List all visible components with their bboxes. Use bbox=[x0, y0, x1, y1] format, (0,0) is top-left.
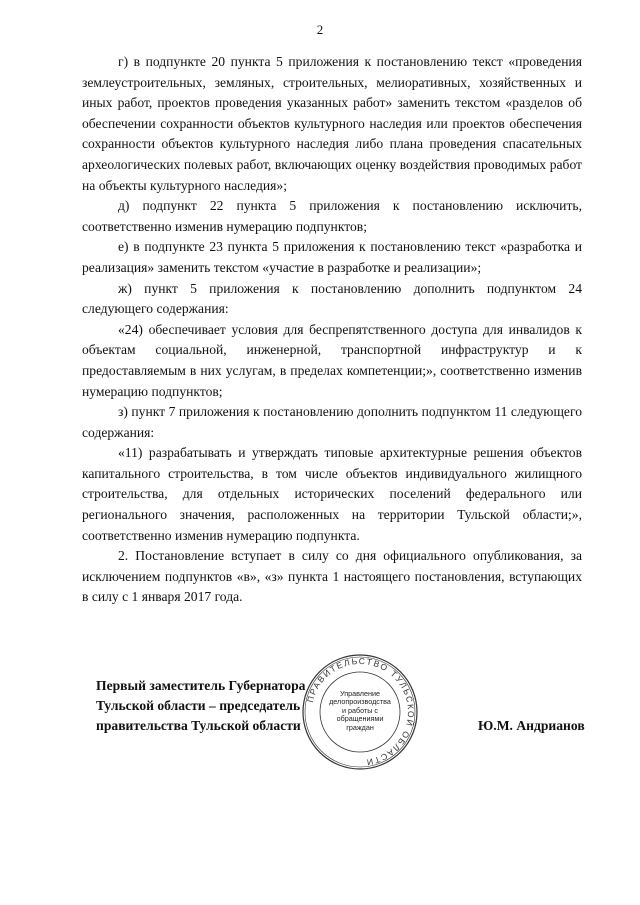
stamp-inner-text: Управление делопроизводства и работы с обращениями граждан bbox=[329, 689, 391, 732]
signatory-name: Ю.М. Андрианов bbox=[478, 718, 585, 733]
page-number: 2 bbox=[316, 22, 324, 37]
paragraph-z: з) пункт 7 приложения к постановлению дополнить подпунктом 11 следующего содержания: bbox=[82, 404, 582, 440]
paragraph-e: е) в подпункте 23 пункта 5 приложения к постановлению текст «разработка и реализация» заменить текстом «участие в разработке и реализации»; bbox=[82, 239, 582, 275]
stamp-ring-text: ПРАВИТЕЛЬСТВО ТУЛЬСКОЙ ОБЛАСТИ bbox=[304, 655, 417, 768]
document-body bbox=[82, 52, 582, 608]
paragraph-z-quote: «11) разрабатывать и утверждать типовые архитектурные решения объектов капитального строительства, в том числе объектов индивидуального жилищного строительства, для отдельных исторических поселений федерального или регионального значения, расположенных на территории Тульской области;», соответственно изменив нумерацию подпункта. bbox=[82, 445, 582, 543]
paragraph-d: д) подпункт 22 пункта 5 приложения к постановлению исключить, соответственно изменив нумерацию подпунктов; bbox=[82, 198, 582, 234]
paragraph-2: 2. Постановление вступает в силу со дня официального опубликования, за исключением подпунктов «в», «з» пункта 1 настоящего постановления, вступающих в силу с 1 января 2017 года. bbox=[82, 548, 582, 605]
paragraph-zh-quote: «24) обеспечивает условия для беспрепятственного доступа для инвалидов к объектам социальной, инженерной, транспортной инфраструктур и к предоставляемым в них услугам, в пределах компетенции;», соответственно изменив нумерацию подпунктов; bbox=[82, 321, 582, 399]
signatory-position: Первый заместитель Губернатора Тульской области – председатель правительства Тульской области bbox=[96, 678, 306, 733]
paragraph-zh: ж) пункт 5 приложения к постановлению дополнить подпунктом 24 следующего содержания: bbox=[82, 280, 582, 317]
paragraph-g: г) в подпункте 20 пункта 5 приложения к постановлению текст «проведения землеустроительных, земляных, строительных, мелиоративных, хозяйственных и иных работ, проектов проведения указанных работ» заменить текстом «разделов об обеспечении сохранности объектов культурного наследия или проектов обеспечения сохранности объектов культурного наследия либо плана проведения спасательных археологических полевых работ, включающих оценку воздействия проводимых работ на объекты культурного наследия»; bbox=[82, 54, 582, 193]
